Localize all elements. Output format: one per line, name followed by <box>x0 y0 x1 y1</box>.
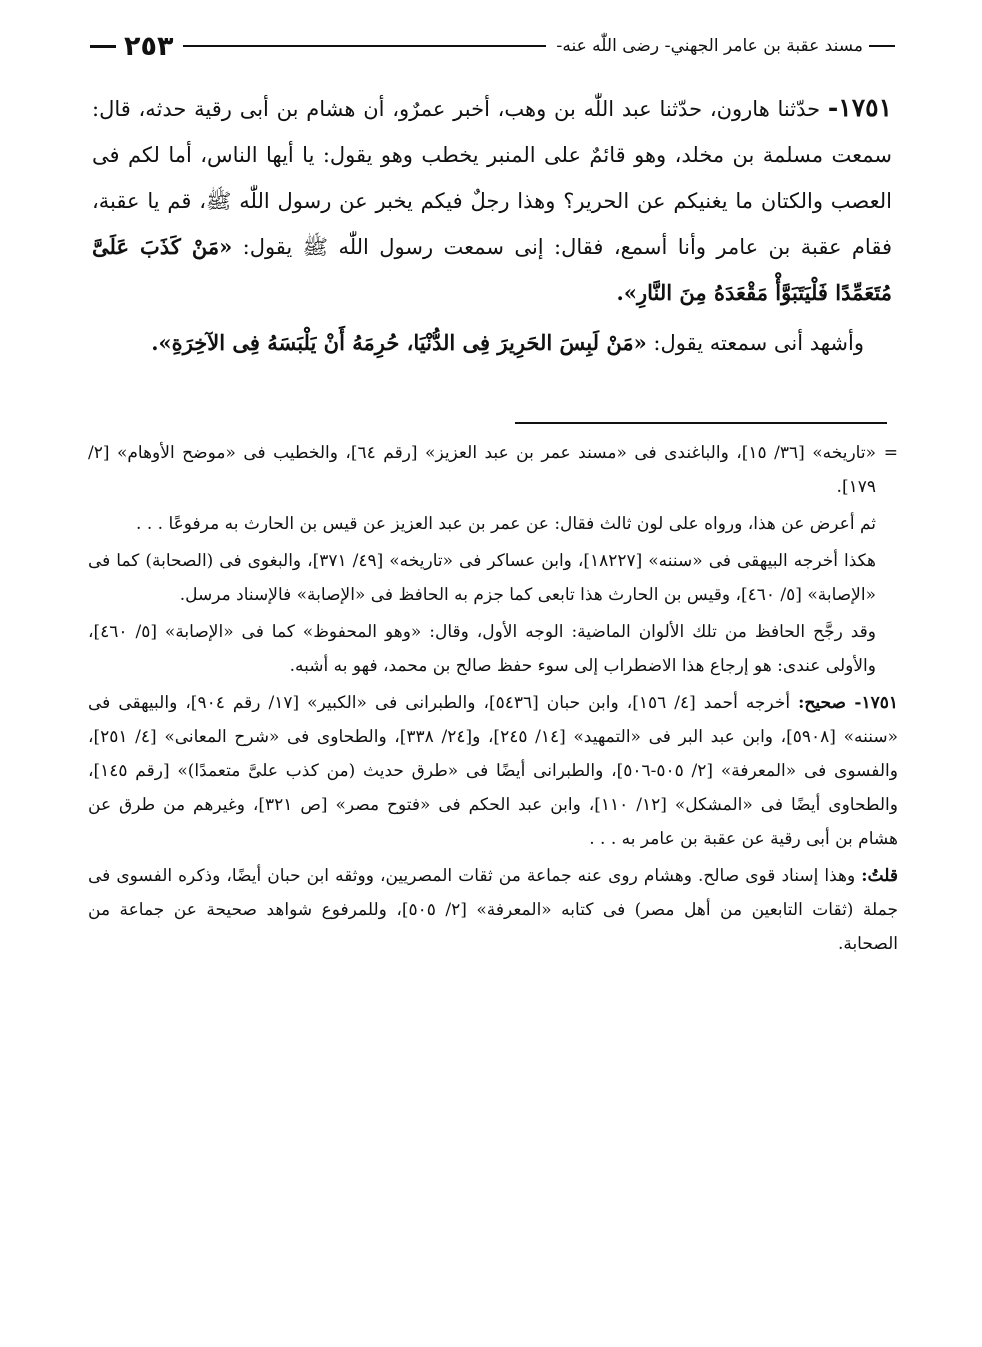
qult-text: وهذا إسناد قوى صالح. وهشام روى عنه جماعة من ثقات المصريين، ووثقه ابن حبان أيضًا، وذكره الفسوى فى جملة (ثقات التابعين من أهل مصر) فى كتابه «المعرفة» [٢/ ٥٠٥]، وللمرفوع شواهد صحيحة عن جماعة من الصحابة. <box>88 866 898 954</box>
page-header <box>90 26 895 66</box>
hadith-text <box>92 85 892 366</box>
footnote-1751-label: ١٧٥١- صحيح: <box>798 693 899 713</box>
hadith-witness <box>92 320 892 366</box>
footnote-paragraph: ثم أعرض عن هذا، ورواه على لون ثالث فقال: عن عمر بن عبد العزيز عن قيس بن الحارث به مرفوعًا . . . <box>136 514 876 534</box>
witness-lead: وأشهد أنى سمعته يقول: <box>653 331 864 355</box>
footnote-qult <box>88 859 898 961</box>
footnote-continuation <box>88 436 898 504</box>
footnote-separator <box>515 422 887 424</box>
running-title: مسند عقبة بن عامر الجهني- رضى اللّٰه عنه- <box>556 36 863 56</box>
page-number: ٢٥٣ <box>124 30 174 62</box>
continuation-mark: = <box>883 443 898 463</box>
prophetic-quote-1: «مَنْ كَذَبَ عَلَىَّ مُتَعَمِّدًا فَلْيَتَبَوَّأْ مَقْعَدَهُ مِنَ النَّارِ». <box>92 234 892 305</box>
footnote-1751 <box>88 686 898 856</box>
prophetic-quote-2: «مَنْ لَبِسَ الحَرِيرَ فِى الدُّنْيَا، حُرِمَهُ أَنْ يَلْبَسَهُ فِى الآخِرَةِ». <box>151 330 647 355</box>
footnote-paragraph: وقد رجَّح الحافظ من تلك الألوان الماضية: الوجه الأول، وقال: «وهو المحفوظ» كما فى «الإصابة» [٥/ ٤٦٠]، والأولى عندى: هو إرجاع هذا الاضطراب إلى سوء حفظ صالح بن محمد، فهو به أشبه. <box>88 622 876 676</box>
footnote-paragraph: هكذا أخرجه البيهقى فى «سننه» [١٨٢٢٧]، وابن عساكر فى «تاريخه» [٤٩/ ٣٧١]، والبغوى فى (الصحابة) كما فى «الإصابة» [٥/ ٤٦٠]، وقيس بن الحارث هذا تابعى كما جزم به الحافظ فى «الإصابة» فالإسناد مرسل. <box>88 551 876 605</box>
hadith-number: ١٧٥١- <box>827 93 892 122</box>
qult-label: قلتُ: <box>861 866 898 886</box>
header-rule <box>183 45 546 47</box>
footnotes <box>88 436 898 964</box>
header-dash-right <box>869 45 895 47</box>
hadith-body <box>92 85 892 316</box>
hadith-narration: حدّثنا هارون، حدّثنا عبد اللّٰه بن وهب، أخبر عمرٌو، أن هشام بن أبى رقية حدثه، قال: سمعت مسلمة بن مخلد، وهو قائمٌ على المنبر يخطب وهو يقول: يا أيها الناس، أما لكم فى العصب والكتان ما يغنيكم عن الحرير؟ وهذا رجلٌ فيكم يخبر عن رسول اللّٰه ﷺ، قم يا عقبة، فقام عقبة بن عامر وأنا أسمع، فقال: إنى سمعت رسول اللّٰه ﷺ يقول: <box>92 97 892 259</box>
header-dash-left <box>90 45 116 48</box>
continuation-text: «تاريخه» [٣٦/ ١٥]، والباغندى فى «مسند عمر بن عبد العزيز» [رقم ٦٤]، والخطيب فى «موضح الأوهام» [٢/ ١٧٩]. <box>88 443 876 497</box>
footnote-1751-text: أخرجه أحمد [٤/ ١٥٦]، وابن حبان [٥٤٣٦]، والطبرانى فى «الكبير» [١٧/ رقم ٩٠٤]، والبيهقى فى «سننه» [٥٩٠٨]، وابن عبد البر فى «التمهيد» [١٤/ ٢٤٥]، و[٢٤/ ٣٣٨]، والطحاوى فى «شرح المعانى» [٤/ ٢٥١]، والفسوى فى «المعرفة» [٢/ ٥٠٥-٥٠٦]، والطبرانى أيضًا فى «طرق حديث (من كذب علىَّ متعمدًا)» [رقم ١٤٥]، والطحاوى أيضًا فى «المشكل» [١٢/ ١١٠]، وابن عبد الحكم فى «فتوح مصر» [ص ٣٢١]، وغيرهم من طرق عن هشام بن أبى رقية عن عقبة بن عامر به . . . <box>88 693 898 849</box>
